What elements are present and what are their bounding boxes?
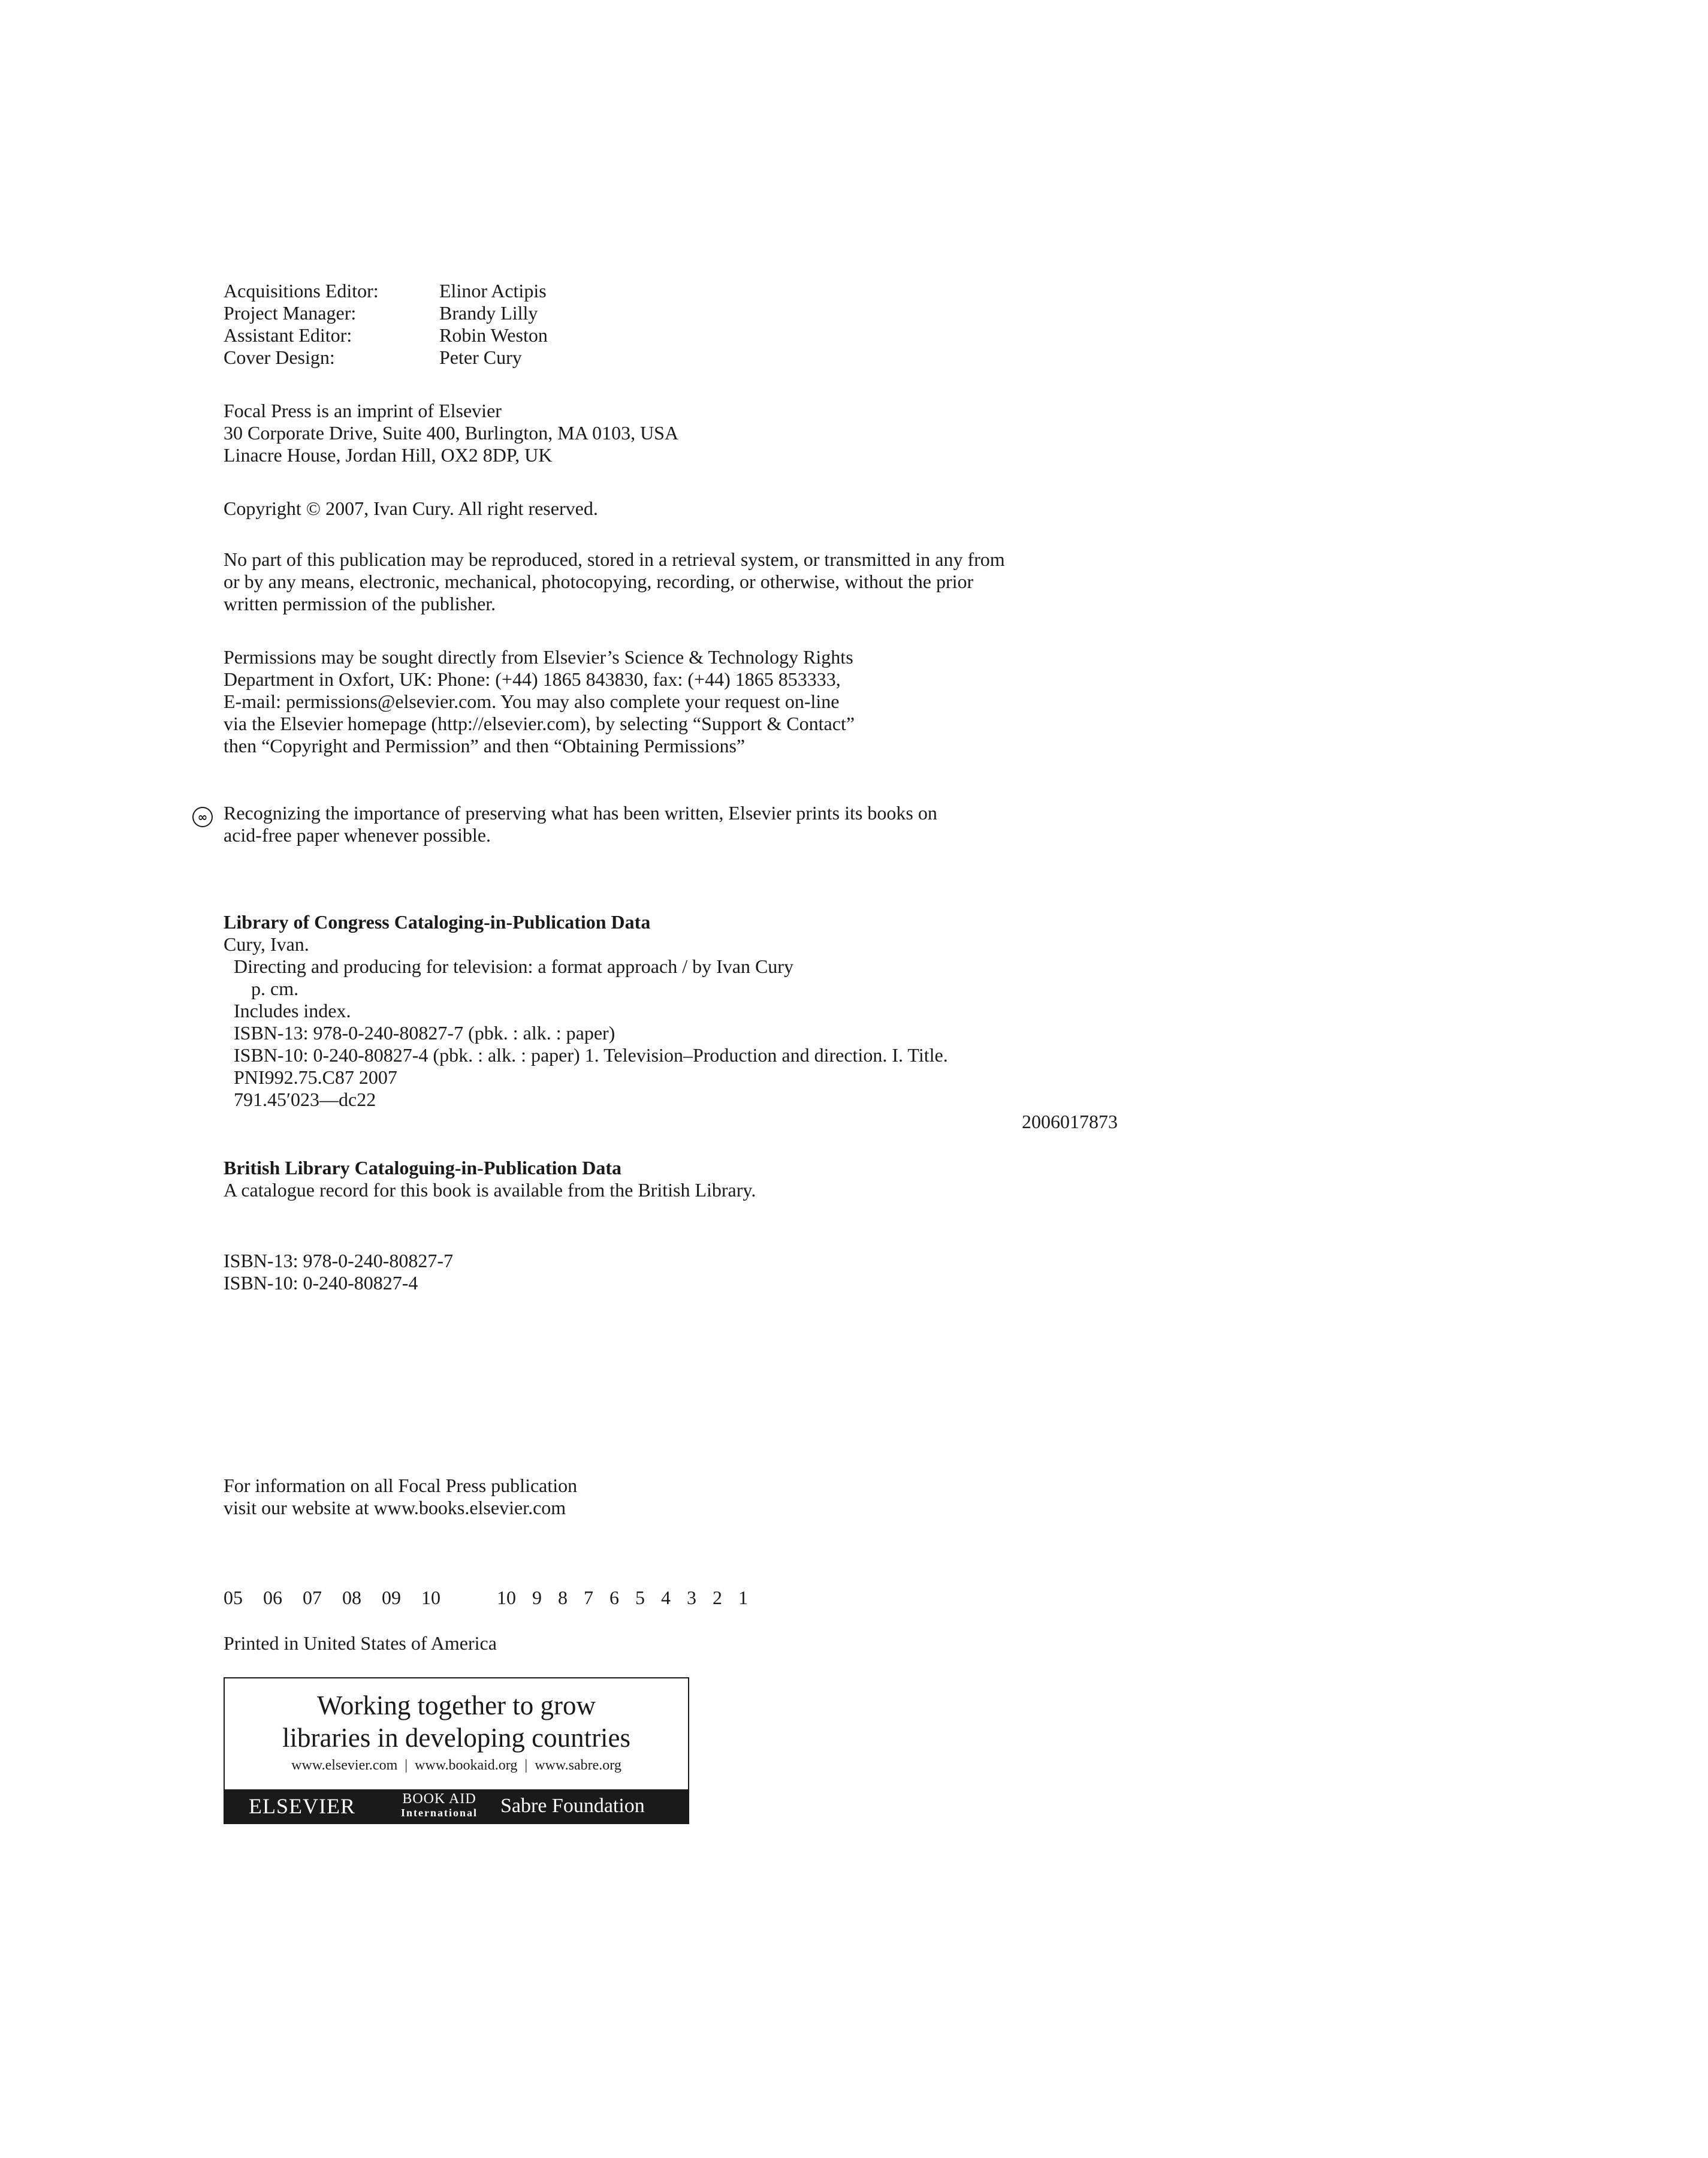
permissions-line: then “Copyright and Permission” and then “Obtaining Permissions” [224,735,746,756]
publisher-address [224,400,1182,466]
loc-isbn10: ISBN-10: 0-240-80827-4 (pbk. : alk. : paper) 1. Television–Production and direction. I. Title. [234,1044,948,1066]
banner-logo-strip [225,1789,688,1823]
permissions-line: Department in Oxfort, UK: Phone: (+44) 1865 843830, fax: (+44) 1865 853333, [224,668,841,690]
permissions-line: E-mail: permissions@elsevier.com. You may also complete your request on-line [224,691,840,712]
print-year: 10 [421,1587,440,1608]
book-aid-logo-text: BOOK AID [402,1791,476,1807]
info-line: For information on all Focal Press publication [224,1475,578,1496]
library-aid-banner [224,1677,689,1824]
loc-index: Includes index. [234,1000,351,1021]
bl-heading: British Library Cataloguing-in-Publication Data [224,1157,622,1179]
rights-line: No part of this publication may be reproduced, stored in a retrieval system, or transmitted in any from [224,548,1005,570]
print-number: 5 [635,1587,645,1608]
info-line: visit our website at www.books.elsevier.com [224,1497,566,1518]
credit-role: Project Manager: [224,302,357,324]
credit-role: Acquisitions Editor: [224,280,379,302]
print-number: 7 [584,1587,593,1608]
print-year: 08 [342,1587,361,1608]
publisher-info [224,1475,1182,1519]
rights-line: or by any means, electronic, mechanical, photocopying, recording, or otherwise, without the prior [224,571,974,592]
print-number: 6 [609,1587,619,1608]
permissions-line: Permissions may be sought directly from Elsevier’s Science & Technology Rights [224,646,853,668]
print-number: 4 [661,1587,671,1608]
banner-urls [225,1756,688,1774]
print-year: 09 [382,1587,401,1608]
print-year: 05 [224,1587,243,1608]
print-number: 10 [497,1587,516,1608]
credit-row [224,280,1182,302]
copyright-line: Copyright © 2007, Ivan Cury. All right reserved. [224,498,598,519]
url-separator: | [405,1758,408,1773]
print-year: 07 [303,1587,322,1608]
loc-call-number: PNI992.75.C87 2007 [234,1066,397,1088]
print-number: 1 [738,1587,748,1608]
credit-name: Peter Cury [439,346,522,368]
printing-line [224,1587,764,1609]
isbn-13: ISBN-13: 978-0-240-80827-7 [224,1250,454,1271]
book-aid-logo-subtext: International [400,1807,478,1819]
loc-dewey: 791.45′023—dc22 [234,1089,376,1110]
print-number: 3 [687,1587,696,1608]
credits-list [224,280,1182,369]
print-line-gap [461,1587,497,1609]
loc-cataloging-data [224,911,1182,1111]
publisher-line: Linacre House, Jordan Hill, OX2 8DP, UK [224,444,553,466]
copyright-notice [224,498,1182,520]
url-separator: | [524,1758,528,1773]
print-number: 9 [532,1587,542,1608]
printed-in-line: Printed in United States of America [224,1632,497,1654]
credit-name: Brandy Lilly [439,302,538,324]
sabre-foundation-logo: Sabre Foundation [500,1795,645,1817]
banner-headline-line: Working together to grow [316,1690,596,1720]
publisher-line: 30 Corporate Drive, Suite 400, Burlington, MA 0103, USA [224,422,679,444]
credit-role: Assistant Editor: [224,324,352,346]
publisher-line: Focal Press is an imprint of Elsevier [224,400,502,421]
credit-row [224,346,1182,369]
credit-name: Robin Weston [439,324,548,346]
loc-title: Directing and producing for television: a format approach / by Ivan Cury [234,956,793,977]
isbn-list [224,1250,1182,1294]
permissions-notice [224,646,1182,757]
banner-url-bookaid: www.bookaid.org [415,1758,518,1773]
loc-isbn13: ISBN-13: 978-0-240-80827-7 (pbk. : alk. : paper) [234,1022,615,1044]
print-number: 8 [558,1587,568,1608]
bl-text: A catalogue record for this book is available from the British Library. [224,1179,756,1201]
book-aid-logo [391,1792,487,1819]
credit-role: Cover Design: [224,346,335,368]
loc-heading: Library of Congress Cataloging-in-Publication Data [224,911,651,933]
loc-author: Cury, Ivan. [224,933,309,955]
loc-pages: p. cm. [251,978,299,999]
rights-line: written permission of the publisher. [224,593,496,614]
printed-in [224,1632,1182,1654]
acid-free-line: Recognizing the importance of preserving what has been written, Elsevier prints its books on [224,802,937,824]
credit-name: Elinor Actipis [439,280,547,302]
acid-free-line: acid-free paper whenever possible. [224,824,491,846]
infinity-paper-icon: ∞ [192,807,213,827]
acid-free-notice [224,802,1182,846]
elsevier-logo: ELSEVIER [249,1794,355,1818]
banner-headline [225,1689,688,1754]
banner-url-sabre: www.sabre.org [535,1758,621,1773]
banner-headline-line: libraries in developing countries [282,1723,631,1753]
print-number: 2 [713,1587,722,1608]
print-year: 06 [263,1587,282,1608]
isbn-10: ISBN-10: 0-240-80827-4 [224,1272,418,1294]
credit-row [224,324,1182,346]
rights-notice [224,548,1182,615]
banner-url-elsevier: www.elsevier.com [291,1758,398,1773]
loc-control-number: 2006017873 [1022,1111,1118,1132]
permissions-line: via the Elsevier homepage (http://elsevier.com), by selecting “Support & Contact” [224,713,855,734]
credit-row [224,302,1182,324]
british-library-data [224,1157,1182,1201]
